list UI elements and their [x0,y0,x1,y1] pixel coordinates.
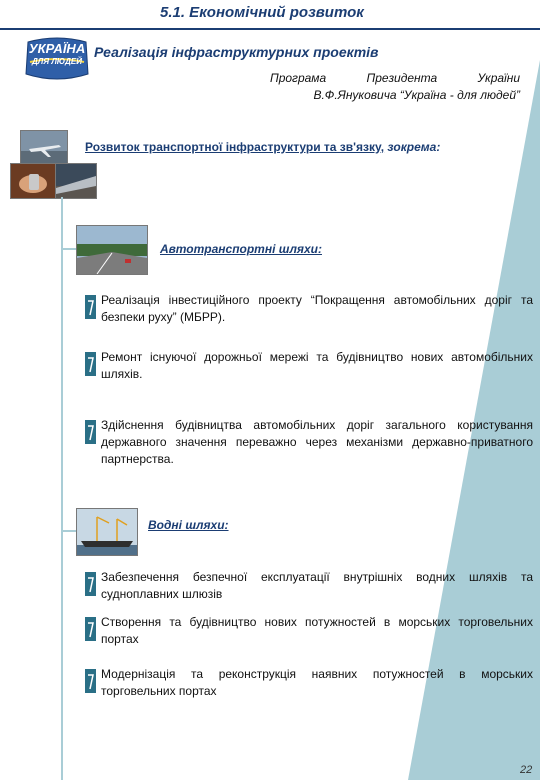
water-item-1: Забезпечення безпечної експлуатації внутрішніх водних шляхів та судноплавних шлюзів [101,570,533,601]
train-photo [55,163,97,199]
highway-photo [76,225,148,275]
water-item-3: Модернізація та реконструкція наявних потужностей в морських торговельних портах [101,667,533,698]
page-number: 22 [520,764,533,776]
bullet-arrow-icon [85,669,96,693]
water-heading: Водні шляхи: [148,518,229,532]
tree-branch-water [61,530,77,532]
tree-branch-roads [61,248,77,250]
program-caption-line1: Програма Президента України [270,71,520,85]
phone-hands-photo [10,163,58,199]
infrastructure-heading-main: Розвиток транспортної інфраструктури та зв'язку, [85,140,385,154]
infrastructure-heading [85,140,440,154]
page-header-title: 5.1. Економічний розвиток [160,4,364,21]
water-item-2: Створення та будівництво нових потужностей в морських торговельних портах [101,615,533,646]
bullet-arrow-icon [85,572,96,596]
bullet-arrow-icon [85,295,96,319]
roads-item-3: Здійснення будівництва автомобільних доріг загального користування державного значення переважно через механізми державно-приватного партнерства. [101,418,533,466]
roads-heading: Автотранспортні шляхи: [160,242,322,256]
bullet-arrow-icon [85,617,96,641]
header-divider [0,28,540,30]
program-caption-line2: В.Ф.Януковича “Україна - для людей” [313,88,520,102]
program-caption [270,70,520,104]
port-ship-photo [76,508,138,556]
airplane-photo [20,130,68,166]
bullet-arrow-icon [85,352,96,376]
logo-text-line2: ДЛЯ ЛЮДЕЙ [31,57,83,66]
infrastructure-heading-tail: зокрема: [384,140,441,154]
tree-vertical-line [61,197,63,780]
bullet-arrow-icon [85,420,96,444]
roads-item-1: Реалізація інвестиційного проекту “Покращення автомобільних доріг та безпеки руху” (МБРР). [101,293,533,324]
section-title: Реалізація інфраструктурних проектів [94,44,379,60]
logo-text-line1: УКРАЇНА [28,41,86,56]
roads-item-2: Ремонт існуючої дорожньої мережі та будівництво нових автомобільних шляхів. [101,350,533,381]
